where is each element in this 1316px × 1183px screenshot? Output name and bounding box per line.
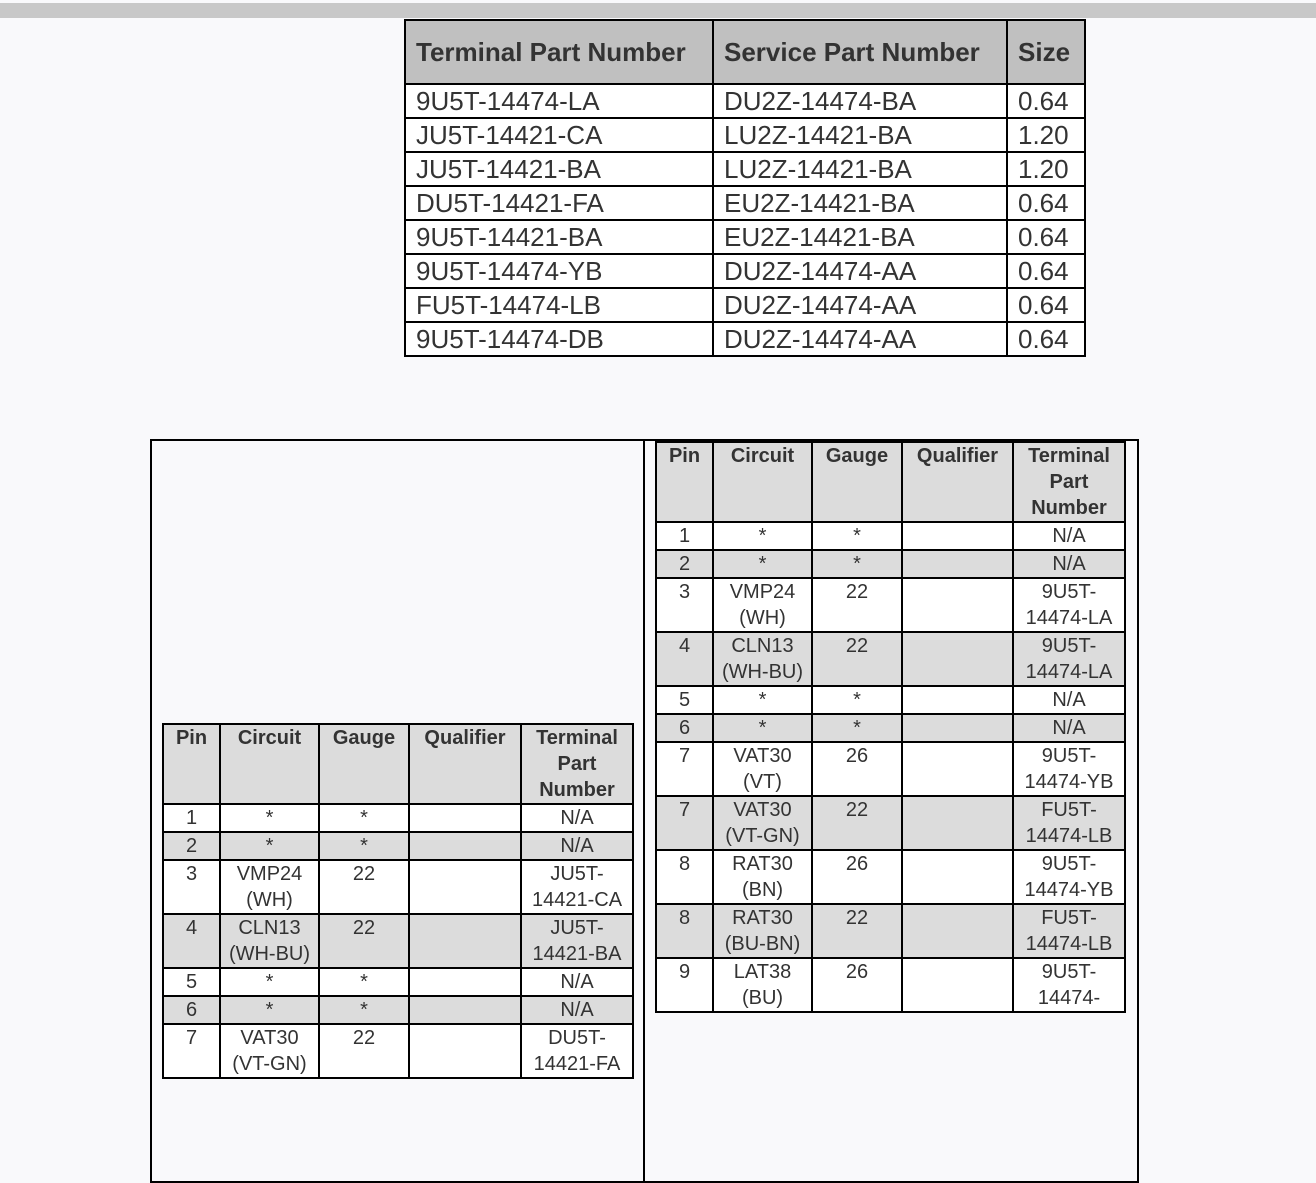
table-cell: 1.20: [1007, 152, 1085, 186]
table-cell: DU2Z-14474-AA: [713, 322, 1007, 356]
table-row: [405, 186, 1085, 220]
column-header: Circuit: [220, 724, 319, 804]
column-header: Service Part Number: [713, 20, 1007, 84]
header-row: [656, 442, 1125, 522]
header-row: [405, 20, 1085, 84]
table-cell: 4: [163, 914, 220, 968]
table-cell: *: [220, 968, 319, 996]
table-cell: 5: [656, 686, 713, 714]
column-header: Qualifier: [409, 724, 521, 804]
table-row: [656, 714, 1125, 742]
table-row: [163, 996, 633, 1024]
table-cell: N/A: [1013, 714, 1125, 742]
table-cell: [902, 550, 1013, 578]
table-cell: *: [713, 550, 812, 578]
column-header: Terminal Part Number: [1013, 442, 1125, 522]
table-cell: CLN13 (WH-BU): [220, 914, 319, 968]
column-header: Pin: [656, 442, 713, 522]
table-row: [405, 118, 1085, 152]
table-cell: 22: [812, 904, 902, 958]
table-cell: RAT30 (BN): [713, 850, 812, 904]
table-cell: 9: [656, 958, 713, 1012]
table-cell: 2: [163, 832, 220, 860]
table-cell: N/A: [1013, 550, 1125, 578]
pinout-table-left: [162, 723, 634, 1079]
table-row: [656, 742, 1125, 796]
table-cell: *: [812, 714, 902, 742]
table-cell: FU5T-14474-LB: [405, 288, 713, 322]
table-cell: N/A: [521, 968, 633, 996]
table-cell: 1: [163, 804, 220, 832]
table-cell: VAT30 (VT-GN): [713, 796, 812, 850]
table-cell: 0.64: [1007, 288, 1085, 322]
table-row: [656, 522, 1125, 550]
table-row: [656, 796, 1125, 850]
table-cell: LAT38 (BU): [713, 958, 812, 1012]
column-divider: [643, 441, 645, 1181]
table-cell: DU5T-14421-FA: [521, 1024, 633, 1078]
table-cell: DU2Z-14474-AA: [713, 288, 1007, 322]
table-cell: [902, 904, 1013, 958]
table-cell: VAT30 (VT): [713, 742, 812, 796]
table-cell: EU2Z-14421-BA: [713, 186, 1007, 220]
table-row: [163, 1024, 633, 1078]
table-cell: [902, 714, 1013, 742]
table-row: [163, 968, 633, 996]
table-cell: *: [812, 550, 902, 578]
table-row: [405, 152, 1085, 186]
table-cell: 26: [812, 850, 902, 904]
table-cell: 9U5T-14474-YB: [1013, 742, 1125, 796]
table-cell: [409, 1024, 521, 1078]
table-cell: 3: [656, 578, 713, 632]
table-row: [163, 804, 633, 832]
table-cell: JU5T-14421-BA: [405, 152, 713, 186]
table-cell: *: [319, 996, 409, 1024]
table-cell: 0.64: [1007, 84, 1085, 118]
table-cell: *: [713, 686, 812, 714]
table-cell: EU2Z-14421-BA: [713, 220, 1007, 254]
table-row: [656, 632, 1125, 686]
pinout-table-right: [655, 441, 1126, 1013]
table-cell: [409, 968, 521, 996]
table-cell: 22: [319, 914, 409, 968]
table-cell: 0.64: [1007, 220, 1085, 254]
table-cell: 7: [656, 796, 713, 850]
terminal-service-part-table: [404, 19, 1086, 357]
table-cell: 9U5T-14474-LA: [1013, 578, 1125, 632]
table-cell: 1.20: [1007, 118, 1085, 152]
table-cell: LU2Z-14421-BA: [713, 118, 1007, 152]
table-cell: [409, 996, 521, 1024]
table-cell: *: [319, 832, 409, 860]
table-cell: N/A: [521, 832, 633, 860]
table-cell: [902, 796, 1013, 850]
table-row: [656, 958, 1125, 1012]
table-cell: 22: [812, 796, 902, 850]
table-cell: N/A: [521, 996, 633, 1024]
table-cell: DU5T-14421-FA: [405, 186, 713, 220]
table-cell: 0.64: [1007, 254, 1085, 288]
column-header: Gauge: [812, 442, 902, 522]
table-row: [656, 578, 1125, 632]
table-row: [405, 288, 1085, 322]
table-cell: VAT30 (VT-GN): [220, 1024, 319, 1078]
table-cell: 0.64: [1007, 322, 1085, 356]
table-cell: *: [812, 522, 902, 550]
table-cell: VMP24 (WH): [713, 578, 812, 632]
table-cell: 6: [656, 714, 713, 742]
table-row: [656, 686, 1125, 714]
table-cell: 26: [812, 742, 902, 796]
table-cell: 0.64: [1007, 186, 1085, 220]
table-cell: 1: [656, 522, 713, 550]
table-cell: *: [713, 714, 812, 742]
table-cell: FU5T-14474-LB: [1013, 796, 1125, 850]
table-cell: LU2Z-14421-BA: [713, 152, 1007, 186]
table-cell: *: [319, 804, 409, 832]
table-cell: 22: [812, 632, 902, 686]
table-cell: [902, 958, 1013, 1012]
table-cell: 2: [656, 550, 713, 578]
table-cell: JU5T-14421-CA: [521, 860, 633, 914]
table-cell: 22: [319, 1024, 409, 1078]
table-cell: *: [220, 804, 319, 832]
table-cell: 4: [656, 632, 713, 686]
table-cell: FU5T-14474-LB: [1013, 904, 1125, 958]
table-row: [405, 322, 1085, 356]
table-cell: [902, 850, 1013, 904]
table-cell: [902, 632, 1013, 686]
table-cell: 9U5T-14474-LA: [405, 84, 713, 118]
table-cell: 22: [319, 860, 409, 914]
table-cell: 9U5T-14474-: [1013, 958, 1125, 1012]
top-scroll-bar: [0, 3, 1316, 18]
table-cell: 7: [656, 742, 713, 796]
table-cell: RAT30 (BU-BN): [713, 904, 812, 958]
table-row: [656, 850, 1125, 904]
connector-pinout-container: [150, 439, 1139, 1183]
table-row: [163, 914, 633, 968]
table-cell: JU5T-14421-CA: [405, 118, 713, 152]
table-cell: [902, 686, 1013, 714]
table-cell: *: [319, 968, 409, 996]
table-cell: JU5T-14421-BA: [521, 914, 633, 968]
table-cell: N/A: [1013, 686, 1125, 714]
column-header: Circuit: [713, 442, 812, 522]
table-cell: DU2Z-14474-AA: [713, 254, 1007, 288]
column-header: Qualifier: [902, 442, 1013, 522]
table-cell: [409, 832, 521, 860]
table-row: [405, 220, 1085, 254]
table-cell: 6: [163, 996, 220, 1024]
column-header: Pin: [163, 724, 220, 804]
table-cell: *: [713, 522, 812, 550]
header-row: [163, 724, 633, 804]
table-cell: [409, 914, 521, 968]
table-cell: 26: [812, 958, 902, 1012]
table-cell: 9U5T-14474-YB: [1013, 850, 1125, 904]
table-row: [656, 904, 1125, 958]
table-cell: *: [220, 996, 319, 1024]
table-cell: *: [220, 832, 319, 860]
table-cell: CLN13 (WH-BU): [713, 632, 812, 686]
table-row: [163, 860, 633, 914]
column-header: Size: [1007, 20, 1085, 84]
table-cell: VMP24 (WH): [220, 860, 319, 914]
table-cell: *: [812, 686, 902, 714]
table-cell: 22: [812, 578, 902, 632]
table-row: [656, 550, 1125, 578]
table-row: [405, 254, 1085, 288]
table-cell: 5: [163, 968, 220, 996]
column-header: Gauge: [319, 724, 409, 804]
table-cell: 9U5T-14474-DB: [405, 322, 713, 356]
table-cell: 9U5T-14474-YB: [405, 254, 713, 288]
column-header: Terminal Part Number: [405, 20, 713, 84]
table-cell: 9U5T-14474-LA: [1013, 632, 1125, 686]
table-cell: 8: [656, 904, 713, 958]
table-cell: [409, 804, 521, 832]
table-cell: 8: [656, 850, 713, 904]
table-cell: [902, 742, 1013, 796]
table-row: [163, 832, 633, 860]
table-cell: [409, 860, 521, 914]
column-header: Terminal Part Number: [521, 724, 633, 804]
table-cell: [902, 522, 1013, 550]
table-cell: N/A: [521, 804, 633, 832]
table-cell: 3: [163, 860, 220, 914]
table-cell: [902, 578, 1013, 632]
table-cell: 9U5T-14421-BA: [405, 220, 713, 254]
table-cell: DU2Z-14474-BA: [713, 84, 1007, 118]
table-cell: 7: [163, 1024, 220, 1078]
table-row: [405, 84, 1085, 118]
table-cell: N/A: [1013, 522, 1125, 550]
